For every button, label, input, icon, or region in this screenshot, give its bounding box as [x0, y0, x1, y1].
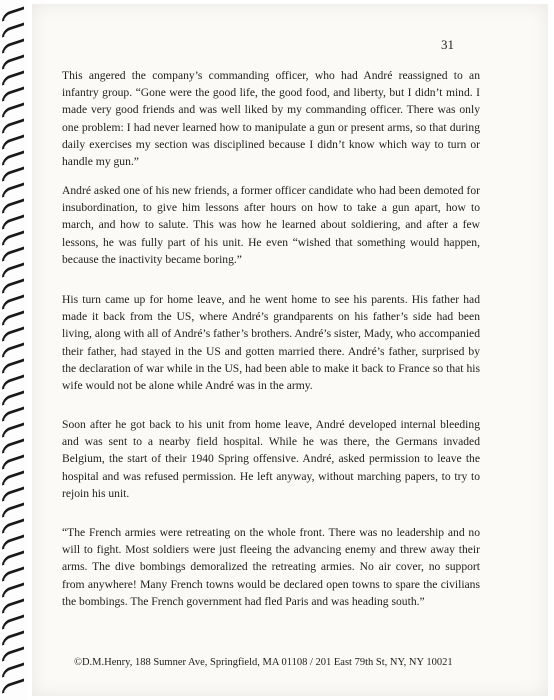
paragraph: André asked one of his new friends, a former officer candidate who had been demoted for insubordination, to give him lessons after hours on how to take a gun apart, how to march, and how to salute. This was how he learned about soldiering, and after a few lessons, he was fully part of his unit. He even “wished that something would happen, because the inactivity became boring.” — [62, 184, 480, 266]
page-number: 31 — [441, 37, 454, 52]
copyright-footer: ©D.M.Henry, 188 Sumner Ave, Springfield, MA 01108 / 201 East 79th St, NY, NY 10021 — [74, 657, 453, 668]
paragraph: Soon after he got back to his unit from home leave, André developed internal bleeding and was sent to a nearby field hospital. While he was there, the Germans invaded Belgium, the start of their 1940 Spring offensive. André, asked permission to leave the hospital and was refused permission. He left anyway, without marching papers, to try to rejoin his unit. — [62, 418, 480, 500]
paragraph: His turn came up for home leave, and he went home to see his parents. His father had made it back from the US, where André’s grandparents on his father’s side had been living, along with all of André’s father’s brothers. André’s sister, Mady, who accompanied their father, had stayed in the US and gotten married there. André’s father, surprised by the declaration of war while in the US, had been able to make it back to France so that his wife would not be alone while André was in the army. — [62, 293, 480, 393]
paragraph: This angered the company’s commanding officer, who had André reassigned to an infantry group. “Gone were the good life, the good food, and liberty, but I didn’t mind. I made very good friends and was well liked by my commanding officer. There was only one problem: I had never learned how to manipulate a gun or present arms, so that during daily exercises my section was disciplined because I didn’t know which way to turn or handle my gun.” — [62, 69, 480, 169]
paragraph: “The French armies were retreating on the whole front. There was no leadership and no will to fight. Most soldiers were just fleeing the advancing enemy and threw away their arms. The dive bombings demoralized the retreating armies. No air cover, no support from anywhere! Many French towns would be declared open towns to spare the civilians the bombings. The French government had fled Paris and was heading south.” — [62, 526, 480, 608]
spiral-binding — [0, 0, 28, 700]
